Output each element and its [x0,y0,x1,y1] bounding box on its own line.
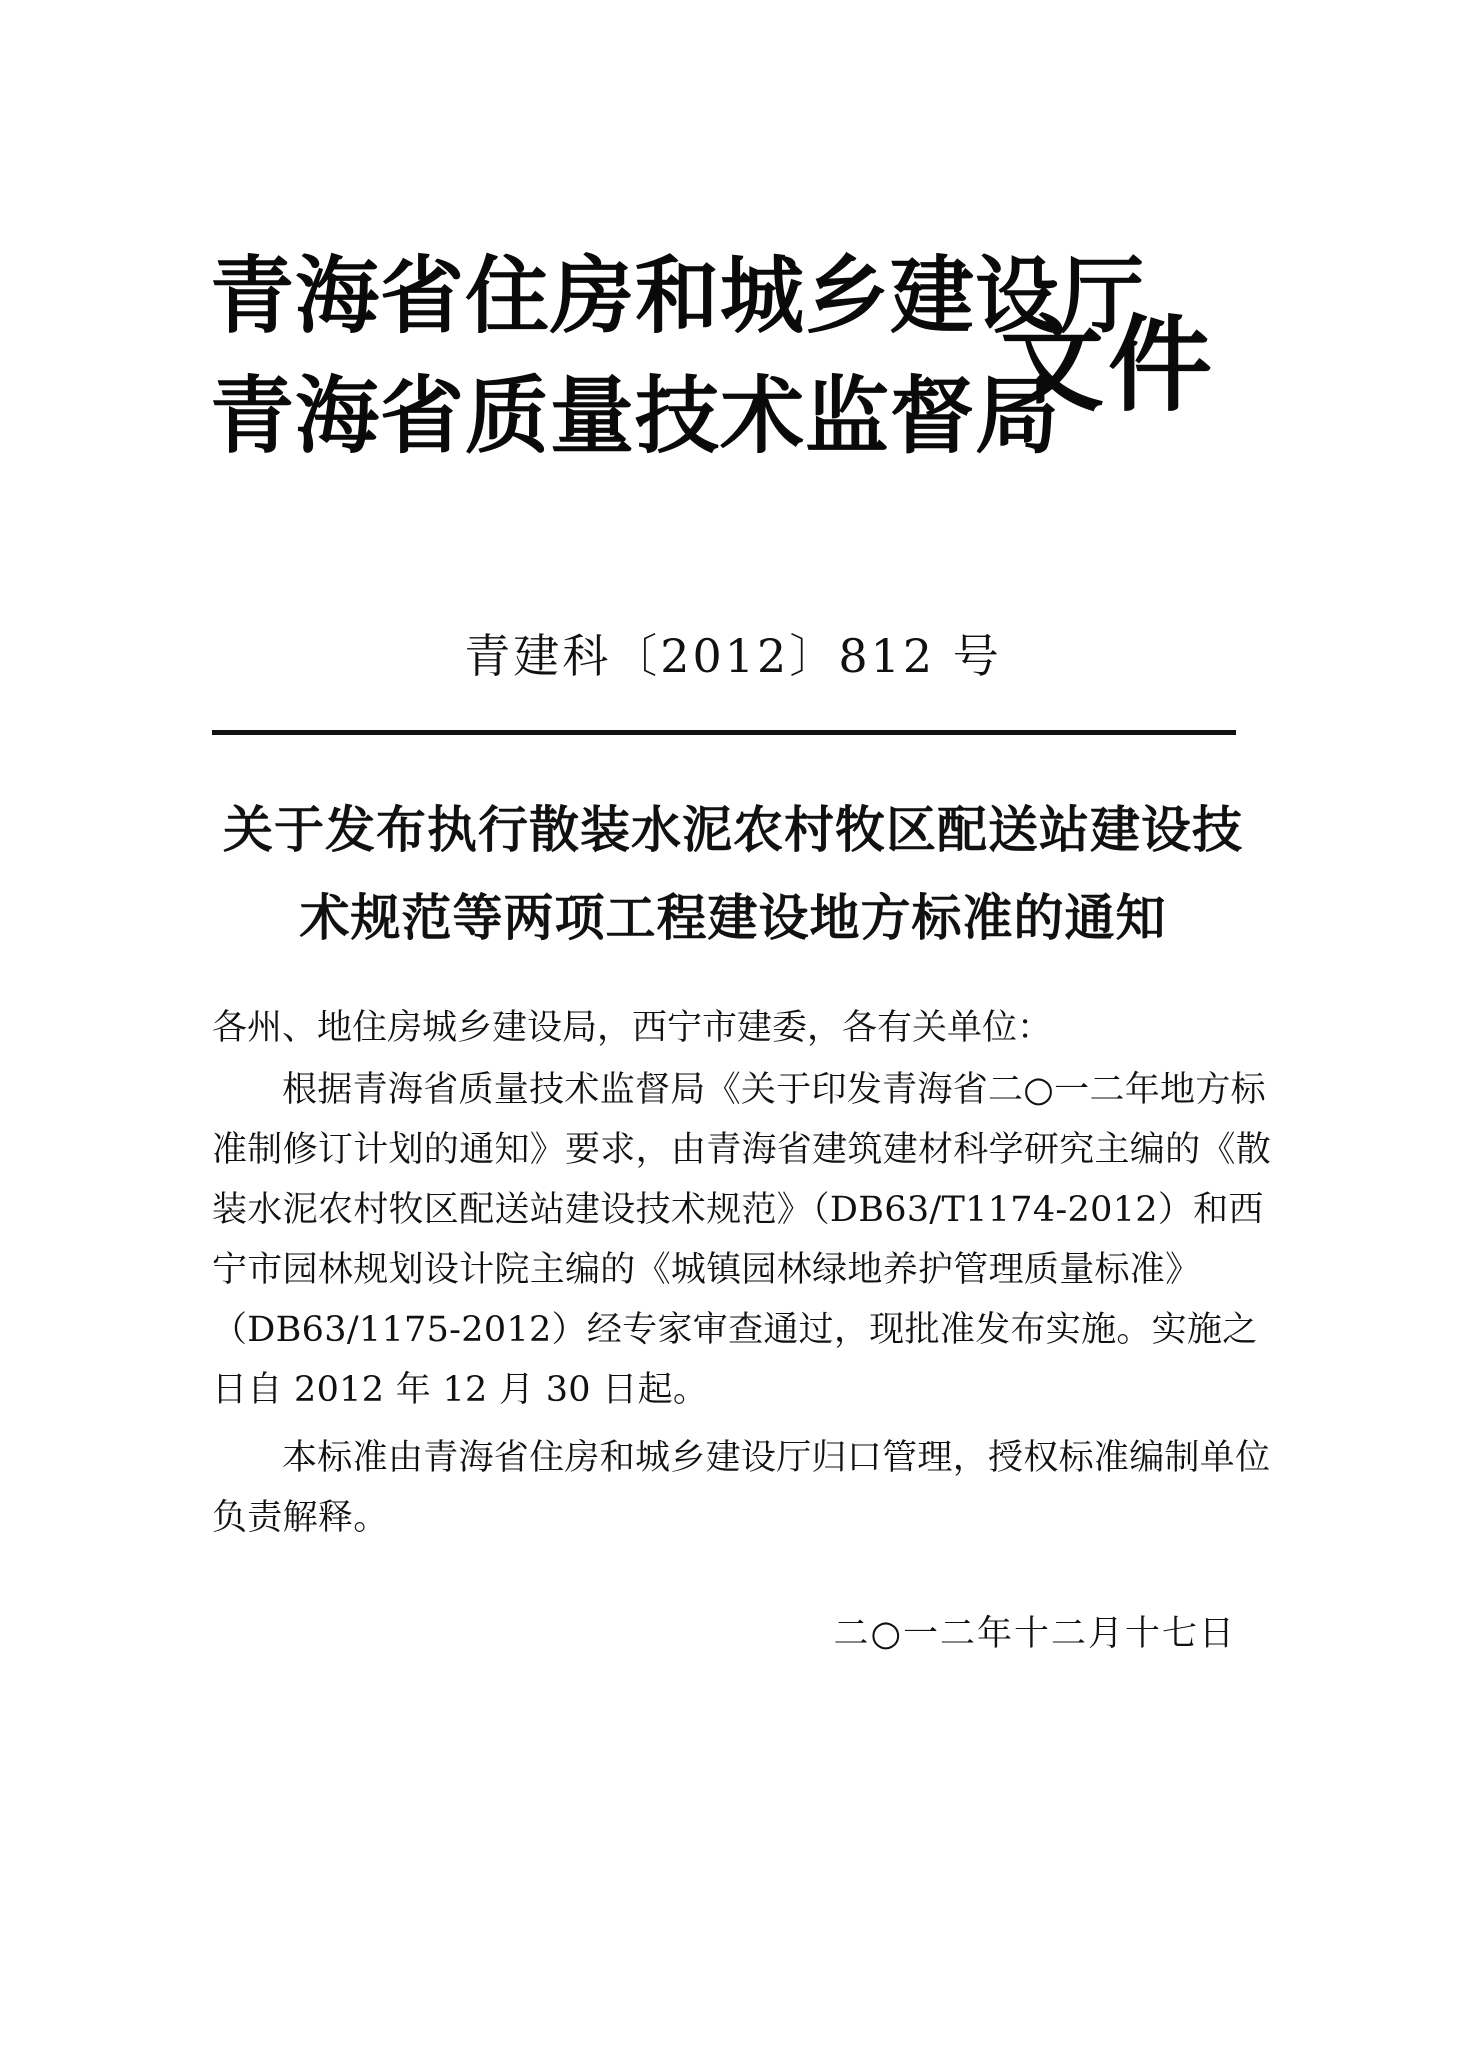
notice-body [212,998,1276,1548]
document-label: 文件 [1000,304,1217,426]
issuing-org-2: 青海省质量技术监督局 [210,367,1061,465]
issue-date: 二○一二年十二月十七日 [833,1614,1236,1654]
document-header [210,247,1217,488]
notice-title-line-2: 术规范等两项工程建设地方标准的通知 [299,889,1167,947]
body-paragraph-2: 本标准由青海省住房和城乡建设厅归口管理，授权标准编制单位负责解释。 [212,1438,1271,1538]
body-paragraph-1: 根据青海省质量技术监督局《关于印发青海省二○一二年地方标准制修订计划的通知》要求，由青海省建筑建材科学研究主编的《散装水泥农村牧区配送站建设技术规范》（DB63/T1174-2012）和西宁市园林规划设计院主编的《城镇园林绿地养护管理质量标准》（DB63/1175-2012）经专家审查通过，现批准发布实施。实施之日自 2012 年 12 月 30 日起。 [212,1070,1272,1410]
document-number: 青建科〔2012〕812 号 [464,629,1002,683]
issuing-org-1: 青海省住房和城乡建设厅 [210,247,1146,345]
notice-title-line-1: 关于发布执行散装水泥农村牧区配送站建设技 [223,801,1243,859]
header-divider [212,730,1236,735]
notice-title [0,786,1466,962]
addressee: 各州、地住房城乡建设局，西宁市建委，各有关单位： [212,1008,1053,1048]
